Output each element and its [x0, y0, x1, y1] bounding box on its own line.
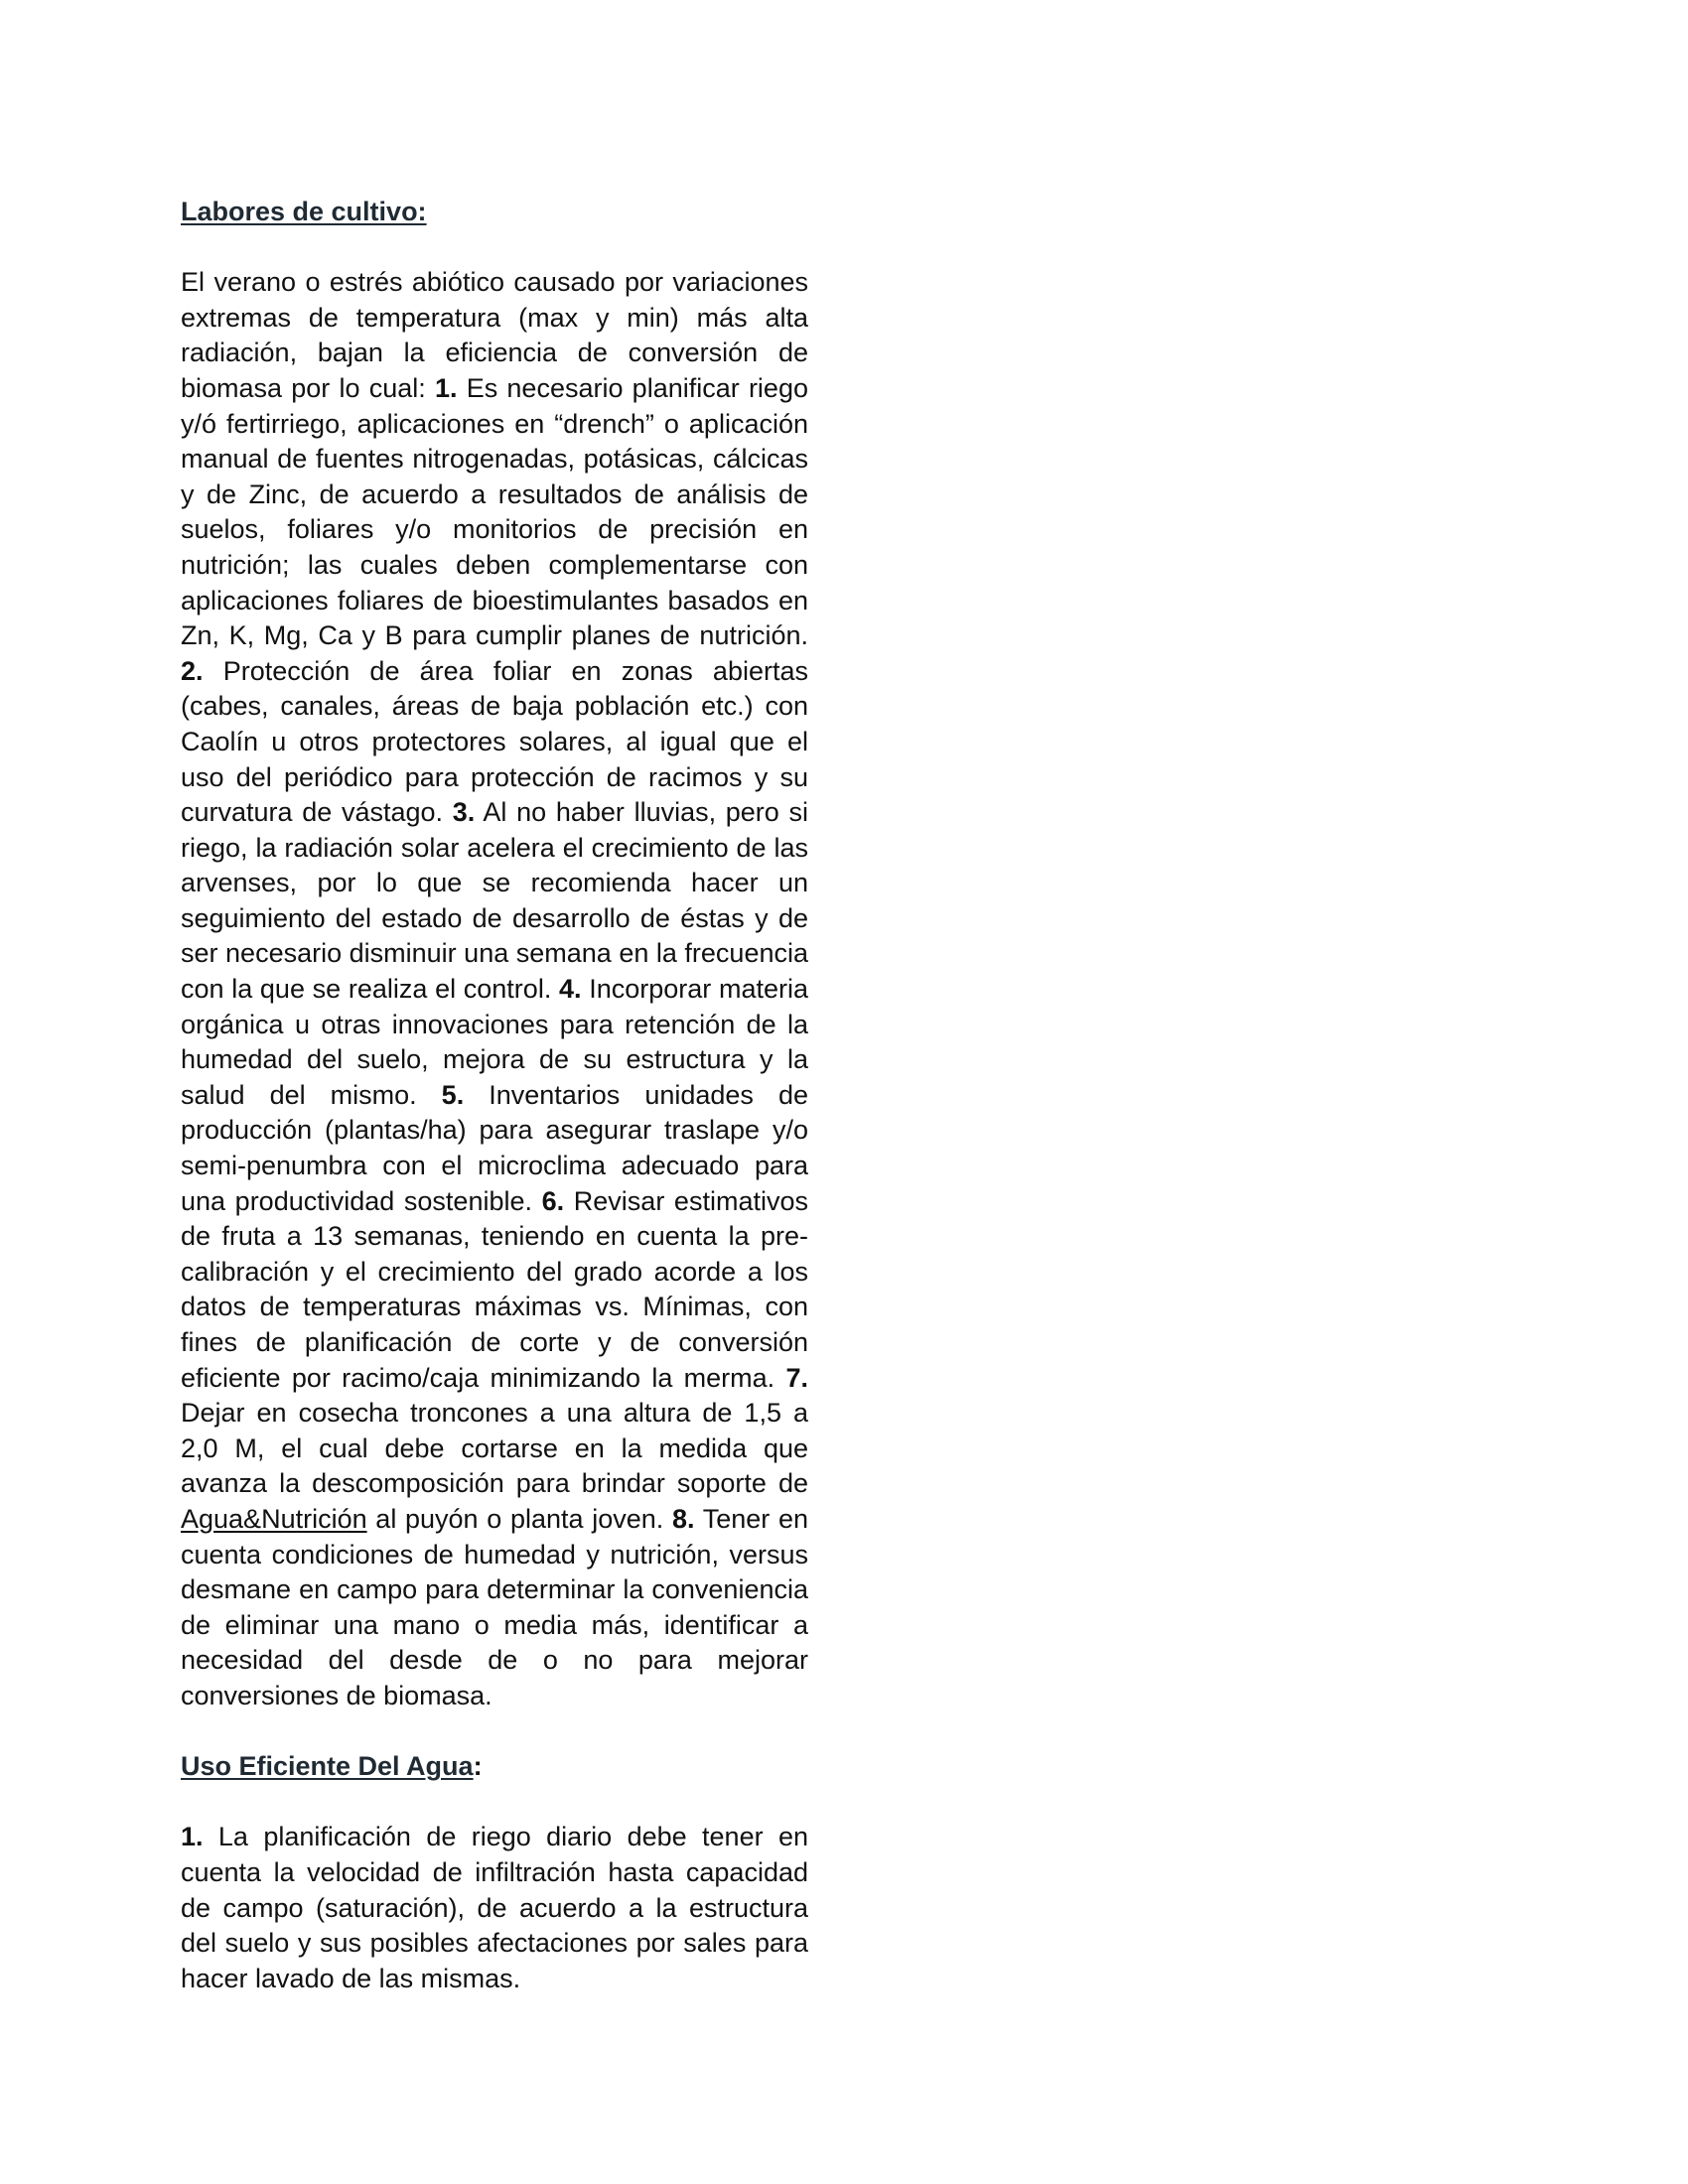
item-text: Incorporar materia orgánica u otras innovaciones para retención de la humedad del suelo, mejora de su estructura y la salud del mismo. — [181, 974, 809, 1110]
left-column — [181, 195, 808, 1996]
item-number: 1. — [181, 1822, 204, 1852]
item-number: 7. — [785, 1362, 808, 1393]
item-number: 4. — [559, 974, 582, 1005]
section-heading-labores-de-cultivo: Labores de cultivo: — [181, 197, 427, 226]
item-text: Revisar estimativos de fruta a 13 semanas, teniendo en cuenta la pre-calibración y el crecimiento del grado acorde a los datos de temperaturas máximas vs. Mínimas, con fines de planificación de corte y de conversión eficiente por racimo/caja minimizando la merma. — [181, 1185, 808, 1393]
heading-text: Uso Eficiente Del Agua — [181, 1751, 474, 1782]
item-number: 6. — [541, 1185, 565, 1216]
spacer — [181, 230, 808, 266]
section-heading-uso-eficiente-del-agua — [181, 1749, 808, 1785]
item-text: La planificación de riego diario debe tener en cuenta la velocidad de infiltración hasta capacidad de campo (saturación), de acuerdo a la estructura del suelo y sus posibles afectaciones por sales para hacer lavado de las mismas. — [181, 1822, 808, 1993]
paragraph-uso-eficiente-del-agua-continued — [873, 124, 1540, 160]
item-text: al puyón o planta joven. — [366, 1503, 672, 1534]
spacer — [181, 1785, 808, 1821]
paragraph-uso-eficiente-del-agua-left — [181, 1820, 808, 1996]
item-number: 2. — [181, 655, 204, 686]
item-number: 8. — [672, 1503, 695, 1534]
item-number: 5. — [441, 1079, 465, 1110]
item-text: Tener en cuenta condiciones de humedad y nutrición, versus desmane en campo para determinar la conveniencia de eliminar una mano o media más, identificar a necesidad del desde de o no para mejorar conversiones de biomasa. — [181, 1503, 809, 1710]
agua-nutricion-link[interactable]: Agua&Nutrición — [181, 1503, 367, 1534]
heading-colon: : — [473, 1751, 483, 1782]
spacer — [181, 1714, 808, 1750]
item-text: Al no haber lluvias, pero si riego, la radiación solar acelera el crecimiento de las arvenses, por lo que se recomienda hacer un seguimiento del estado de desarrollo de éstas y de ser necesario disminuir una semana en la frecuencia con la que se realiza el control. — [181, 797, 808, 1005]
item-text: Es necesario planificar riego y/ó fertirriego, aplicaciones en “drench” o aplicación manual de fuentes nitrogenadas, potásicas, cálcicas y de Zinc, de acuerdo a resultados de análisis de suelos, foliares y/o monitorios de precisión en nutrición; las cuales deben complementarse con aplicaciones foliares de bioestimulantes basados en Zn, K, Mg, Ca y B para cumplir planes de nutrición. — [181, 372, 808, 651]
item-number: 1. — [434, 372, 458, 403]
item-number: 3. — [452, 797, 476, 828]
item-text: Dejar en cosecha troncones a una altura de 1,5 a 2,0 M, el cual debe cortarse en la medida que avanza la descomposición para brindar soporte de — [181, 1398, 808, 1499]
paragraph-intro: El verano o estrés abiótico causado por variaciones extremas de temperatura (max y min) más alta radiación, bajan la eficiencia de conversión de biomasa por lo cual: — [181, 267, 808, 403]
paragraph-labores-de-cultivo — [181, 265, 808, 1713]
item-text: Inventarios unidades de producción (plantas/ha) para asegurar traslape y/o semi-penumbra con el microclima adecuado para una productividad sostenible. — [181, 1079, 808, 1216]
item-text: Protección de área foliar en zonas abiertas (cabes, canales, áreas de baja población etc.) con Caolín u otros protectores solares, al igual que el uso del periódico para protección de racimos y su curvatura de vástago. — [181, 655, 808, 828]
